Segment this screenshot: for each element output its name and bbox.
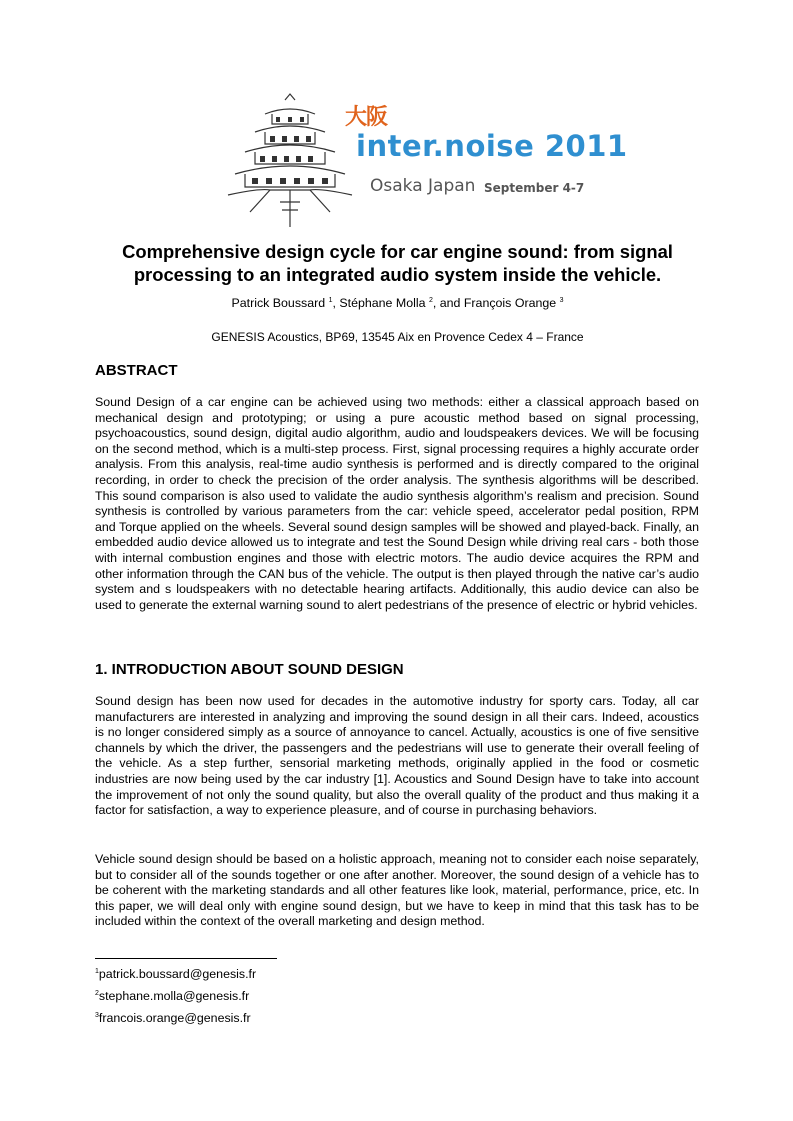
logo-dates: September 4-7 [484,181,585,195]
paper-title: Comprehensive design cycle for car engine sound: from signal processing to an integrated audio system inside the vehicle. [122,241,673,285]
footnote-email: patrick.boussard@genesis.fr [98,967,257,982]
author-mark: 2 [428,296,433,304]
body-paragraph: Vehicle sound design should be based on a holistic approach, meaning not to consider each noise separately, but to consider all of the sounds together or one after another. Moreover, the sound design of a vehicle has to be coherent with the marketing standards and all other features like look, material, performance, price, etc. In this paper, we will deal only with engine sound design, but we have to keep in mind that this task has to be included within the context of the overall marketing and design method. [95,852,699,929]
author-mark: 3 [559,296,564,304]
author-name: Stéphane Molla [339,296,426,310]
footnote [95,962,256,984]
logo-conference-name: inter.noise 2011 [356,129,628,163]
footnote-email: stephane.molla@genesis.fr [98,989,250,1004]
affiliation: GENESIS Acoustics, BP69, 13545 Aix en Provence Cedex 4 – France [211,330,584,344]
author-name: François Orange [463,296,557,310]
footnote-mark: 2 [95,990,99,998]
logo-city: Osaka Japan [370,176,476,196]
author-list: Patrick Boussard $^1$, Stéphane Molla $^2$, and François Orange $^3$ [231,296,564,310]
footnote-rule [95,958,277,959]
abstract-heading: ABSTRACT [95,362,178,379]
body-paragraph: Sound design has been now used for decades in the automotive industry for sporty cars. Today, all car manufacturers are interested in analyzing and improving the sound design in all their cars. Indeed, acoustics is no longer considered simply as a source of annoyance to cancel. Actually, acoustics is one of five sensitive channels by which the driver, the passengers and the pedestrians will use to generate their overall feeling of the vehicle. As a step further, sensorial marketing methods, originally applied in the food or cosmetic industries are now being used by the car industry [1]. Acoustics and Sound Design have to take into account the improvement of not only the sound quality, but also the overall quality of the product and thus making it a factor for satisfaction, a way to experience pleasure, and of course in purchasing behaviors. [95,694,699,818]
author-mark: 1 [328,296,333,304]
footnotes [95,962,256,1028]
footnote-mark: 3 [95,1012,99,1020]
abstract-text: Sound Design of a car engine can be achieved using two methods: either a classical approach based on mechanical design and prototyping; or using a pure acoustic method based on signal processing, psychoacoustics, sound design, digital audio algorithm, audio and loudspeakers devices. We will be focusing on the second method, which is a multi-step process. First, signal processing requires a highly accurate order analysis. From this analysis, real-time audio synthesis is performed and is directly compared to the original recording, in order to check the precision of the order analysis. The synthesis algorithms will be described. This sound comparison is also used to validate the audio synthesis algorithm’s realism and precision. Sound synthesis is controlled by various parameters from the car: vehicle speed, accelerator pedal position, RPM and Torque applied on the wheels. Several sound design samples will be showed and played-back. Finally, an embedded audio device allowed us to integrate and test the Sound Design while driving real cars - both those with internal combustion engines and those with electric motors. The audio device acquires the RPM and other information through the CAN bus of the vehicle. The output is then played through the native car’s audio system and s loudspeakers with no detectable hearing artifacts. Additionally, this audio device can also be used to generate the external warning sound to alert pedestrians of the presence of electric or hybrid vehicles. [95,395,699,612]
footnote [95,1006,256,1028]
section-heading: 1. INTRODUCTION ABOUT SOUND DESIGN [95,661,404,678]
author-name: Patrick Boussard [231,296,326,310]
footnote-email: francois.orange@genesis.fr [98,1011,251,1026]
footnote [95,984,256,1006]
logo-kanji: 大阪 [345,104,388,130]
footnote-mark: 1 [95,968,99,975]
